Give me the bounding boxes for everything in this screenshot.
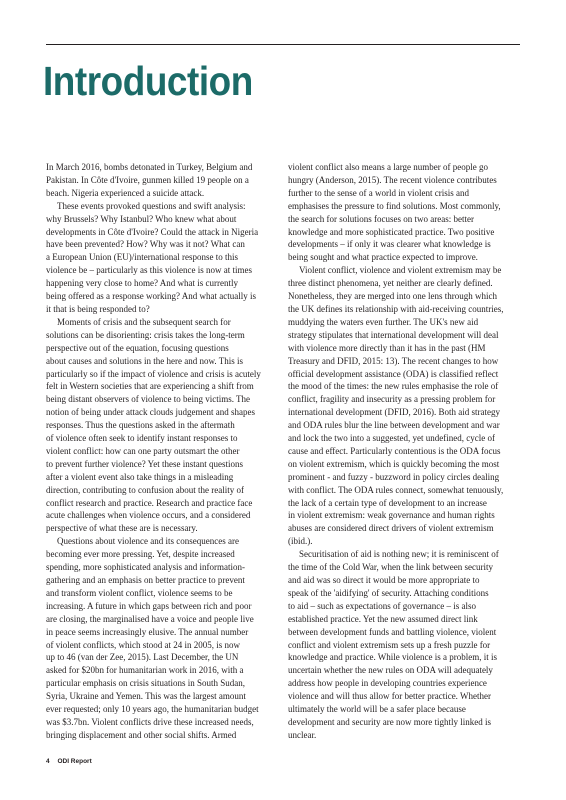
right-column	[288, 161, 524, 742]
body-paragraph: Securitisation of aid is nothing new; it is reminiscent of the time of the Cold War, when the link between security and aid was so direct it would be more appropriate to speak of the 'aidifying' of security. Attaching conditions to aid – such as expectations of governance – is also established practice. Yet the new assumed direct link between development funds and battling violence, violent conflict and violent extremism sets up a fresh puzzle for knowledge and practice. While violence is a problem, it is uncertain whether the new rules on ODA will adequately address how people in developing countries experience violence and will thus allow for better practice. Whether ultimately the world will be a safer place because development and security are now more tightly linked is unclear.	[288, 549, 499, 740]
body-paragraph: Violent conflict, violence and violent extremism may be three distinct phenomena, yet neither are clearly defined. Nonetheless, they are merged into one lens through which the UK defines its relationship with aid-receiving countries, muddying the waters even further. The UK's new aid strategy stipulates that international development will deal with violence more directly than it has in the past (HM Treasury and DFID, 2015: 13). The recent changes to how official development assistance (ODA) is classified reflect the mood of the times: the new rules emphasise the role of conflict, fragility and insecurity as a pressing problem for international development (DFID, 2016). Both aid strategy and ODA rules blur the line between development and war and lock the two into a suggested, yet undefined, cycle of cause and effect. Particularly contentious is the ODA focus on violent extremism, which is quickly becoming the most prominent - and fuzzy - buzzword in policy circles dealing with conflict. The ODA rules connect, somewhat tenuously, the lack of a certain type of development to an increase in violent extremism: weak governance and human rights abuses are considered direct drivers of violent extremism (ibid.).	[288, 265, 504, 547]
header-rule	[46, 44, 520, 45]
body-paragraph: Questions about violence and its consequences are becoming ever more pressing. Yet, despite increased spending, more sophisticated analysis and information- gathering and an emphasis on better practice to prevent and transform violent conflict, violence seems to be increasing. A future in which gaps between rich and poor are closing, the marginalised have a voice and people live in peace seems increasingly elusive. The annual number of violent conflicts, which stood at 24 in 2005, is now up to 46 (van der Zee, 2015). Last December, the UN asked for $20bn for humanitarian work in 2016, with a particular emphasis on crisis situations in South Sudan, Syria, Ukraine and Yemen. This was the largest amount ever requested; only 10 years ago, the humanitarian budget was $3.7bn. Violent conflicts drive these increased needs, bringing displacement and other social shifts. Armed	[46, 536, 259, 740]
body-paragraph: violent conflict also means a large number of people go hungry (Anderson, 2015). The recent violence contributes further to the sense of a world in violent crisis and emphasises the pressure to find solutions. Most commonly, the search for solutions focuses on two areas: better knowledge and more sophisticated practice. Two positive developments – if only it was clearer what knowledge is being sought and what practice expected to improve.	[288, 162, 501, 263]
page-footer	[46, 758, 92, 765]
left-column	[46, 161, 282, 742]
publication-name: ODI Report	[57, 758, 92, 765]
body-paragraph: Moments of crisis and the subsequent search for solutions can be disorienting: crisis takes the long-term perspective out of the equation, focusing questions about causes and solutions in the here and now. This is particularly so if the impact of violence and crisis is acutely felt in Western societies that are experiencing a shift from being distant observers of violence to being victims. The notion of being under attack clouds judgement and shapes responses. Thus the questions asked in the aftermath of violence often seek to identify instant responses to violent conflict: how can one party outsmart the other to prevent further violence? Yet these instant questions after a violent event also take things in a misleading direction, contributing to confusion about the reality of conflict research and practice. Research and practice face acute challenges when violence occurs, and a considered perspective of what these are is necessary.	[46, 316, 261, 534]
page-title: Introduction	[43, 58, 253, 104]
body-paragraph: These events provoked questions and swift analysis: why Brussels? Why Istanbul? Who knew what about developments in Côte d'Ivoire? Could the attack in Nigeria have been prevented? How? Why was it not? What can a European Union (EU)/international response to this violence be – particularly as this violence is now at times happening very close to home? And what is currently being offered as a response working? And what actually is it that is being responded to?	[46, 200, 259, 314]
page-number: 4	[46, 758, 50, 765]
body-paragraph: In March 2016, bombs detonated in Turkey, Belgium and Pakistan. In Côte d'Ivoire, gunmen killed 19 people on a beach. Nigeria experienced a suicide attack.	[46, 162, 253, 198]
